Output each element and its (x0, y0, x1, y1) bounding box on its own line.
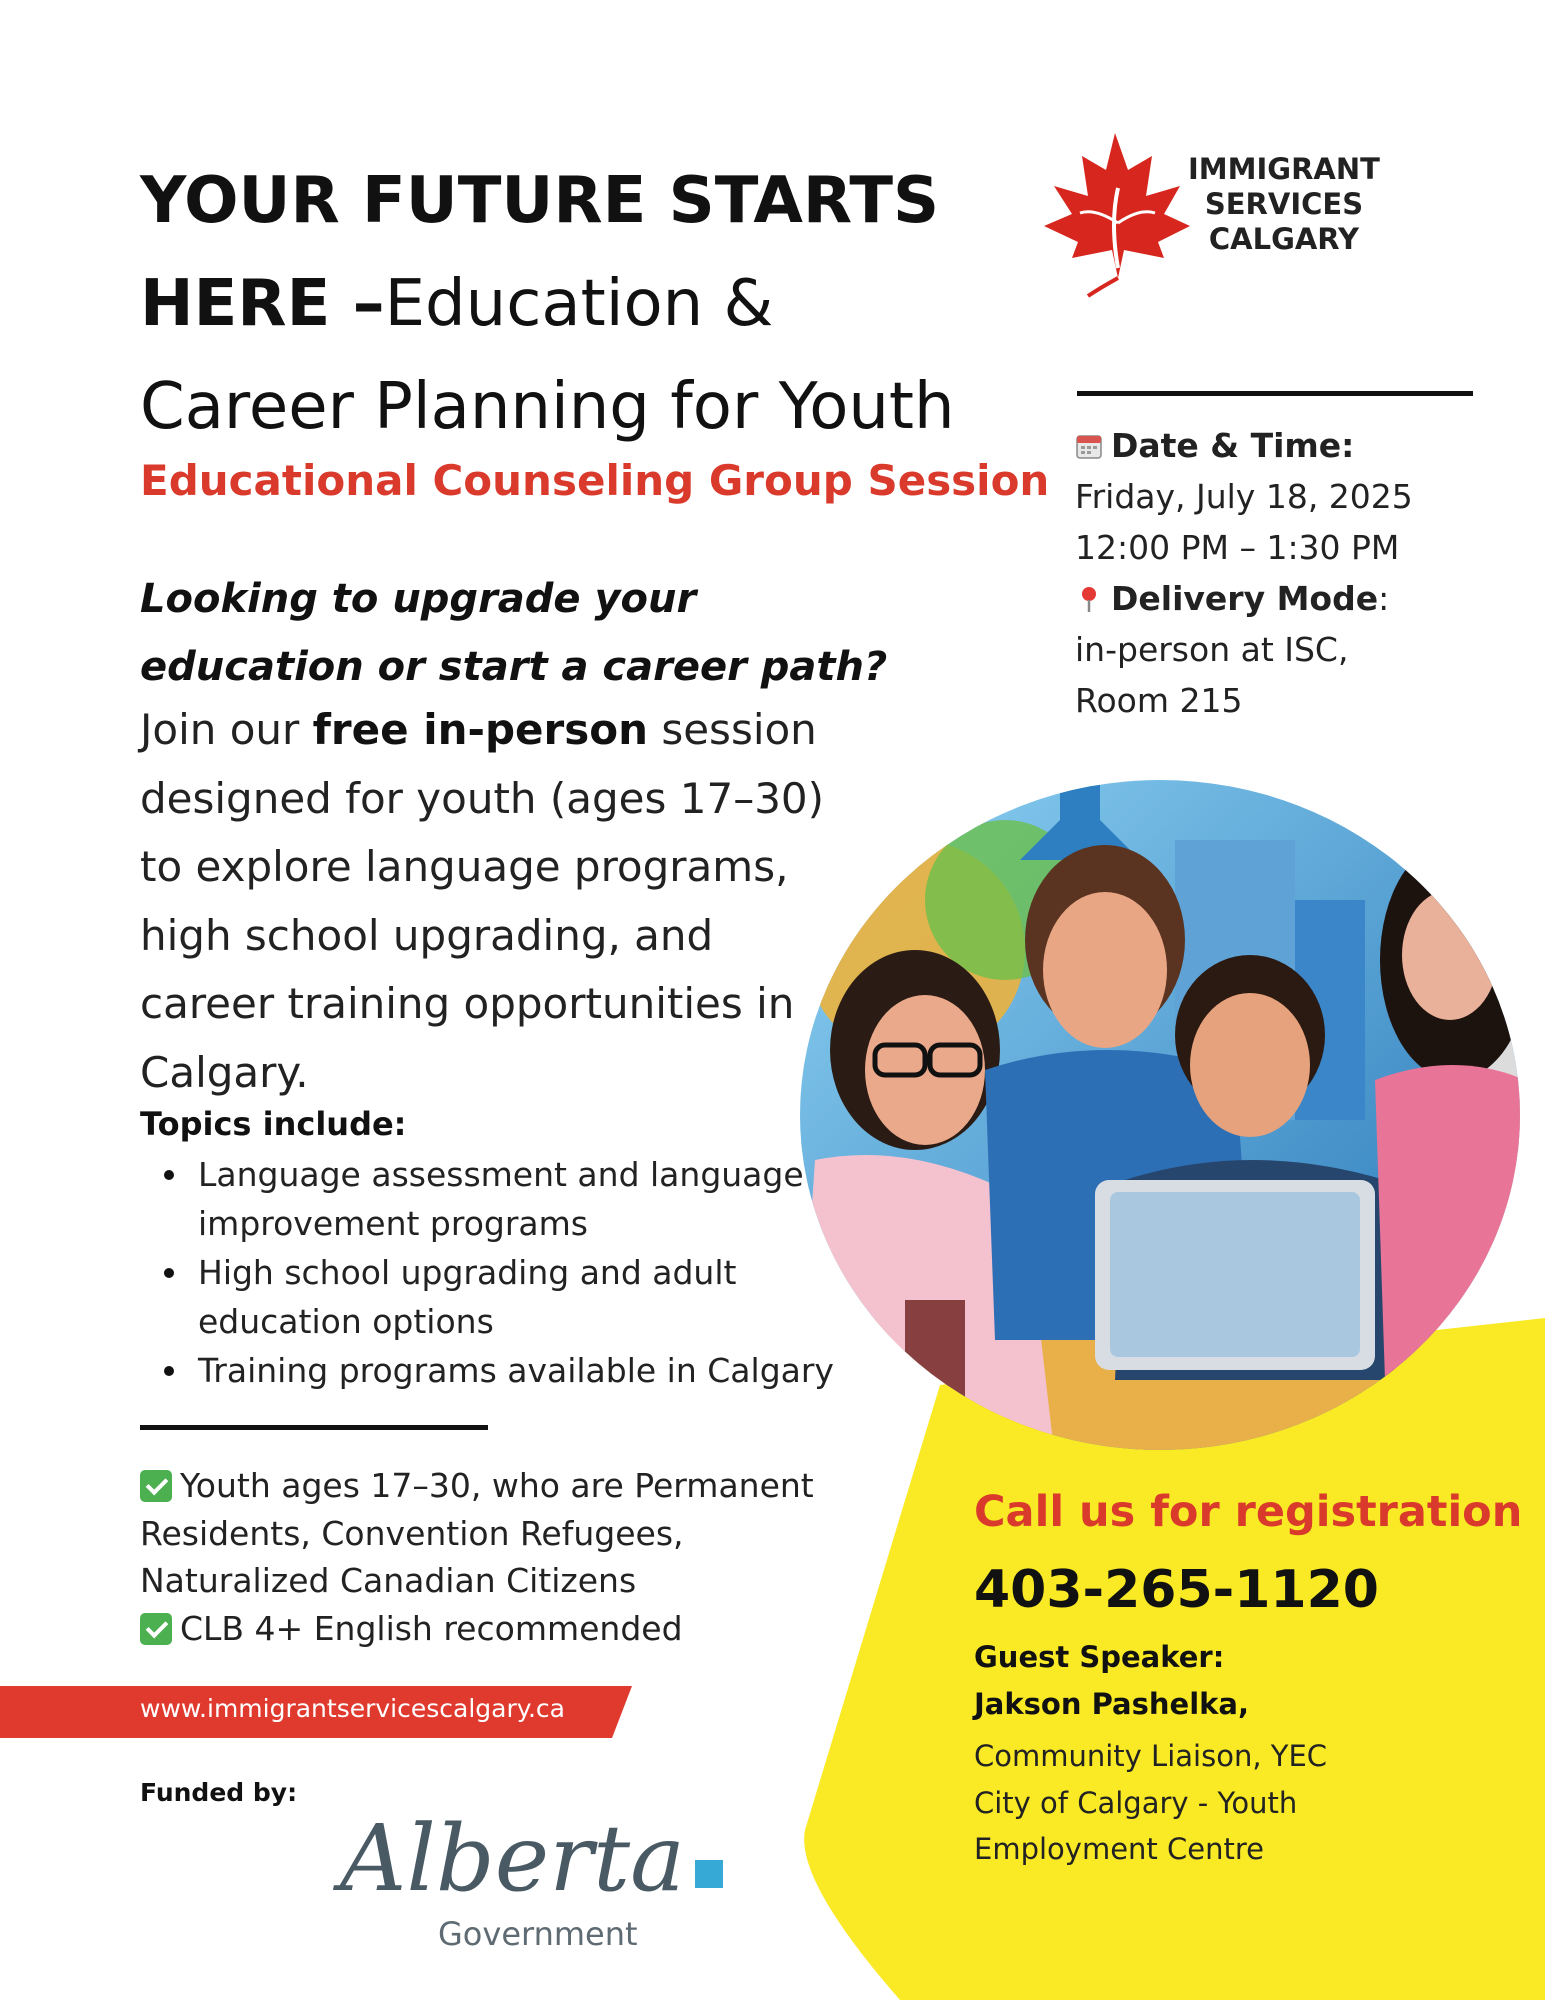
event-date: Friday, July 18, 2025 (1075, 477, 1413, 516)
event-time: 12:00 PM – 1:30 PM (1075, 528, 1400, 567)
funded-by-label: Funded by: (140, 1778, 298, 1807)
date-time-label: Date & Time: (1111, 426, 1355, 465)
logo-wordmark: IMMIGRANT SERVICES CALGARY (1188, 152, 1380, 256)
registration-call-text: Call us for registration (974, 1487, 1523, 1537)
event-details: Date & Time: Friday, July 18, 2025 12:00 PM – 1:30 PM Delivery Mode: in-person at ISC, Room 215 (1075, 420, 1413, 726)
youth-group-illustration (795, 780, 1525, 1460)
check-icon (140, 1613, 172, 1645)
check-icon (140, 1470, 172, 1502)
guest-speaker-name: Jakson Pashelka, (974, 1687, 1250, 1721)
alberta-wordmark: Alberta (340, 1805, 685, 1912)
list-item: Language assessment and language improvement programs (198, 1150, 898, 1248)
divider-top-right (1077, 391, 1473, 396)
maple-leaf-icon (1044, 133, 1190, 296)
calendar-icon (1075, 432, 1103, 460)
topics-list (140, 1150, 898, 1395)
delivery-mode-label: Delivery Mode (1111, 579, 1379, 618)
delivery-mode-line1: in-person at ISC, (1075, 630, 1349, 669)
guest-speaker-heading: Guest Speaker: (974, 1640, 1225, 1674)
divider-mid (140, 1425, 488, 1430)
list-item: High school upgrading and adult education options (198, 1248, 898, 1346)
list-item: Training programs available in Calgary (198, 1346, 898, 1395)
topics-heading: Topics include: (140, 1105, 407, 1143)
eligibility: Youth ages 17–30, who are Permanent Residents, Convention Refugees, Naturalized Canadian Citizens CLB 4+ English recommended (140, 1466, 814, 1648)
intro-paragraph: Join our free in-person session designed for youth (ages 17–30) to explore language programs, high school upgrading, and career training opportunities in Calgary. (140, 705, 825, 1097)
phone-number[interactable]: 403-265-1120 (974, 1560, 1379, 1620)
intro-question: Looking to upgrade your education or start a career path? (140, 576, 888, 690)
delivery-mode-line2: Room 215 (1075, 681, 1243, 720)
page-title: YOUR FUTURE STARTS HERE –Education & Career Planning for Youth (140, 164, 955, 444)
page-subtitle: Educational Counseling Group Session (140, 456, 1050, 505)
pin-icon (1075, 585, 1103, 613)
website-link[interactable]: www.immigrantservicescalgary.ca (140, 1694, 565, 1723)
guest-speaker-role: Community Liaison, YEC City of Calgary - Youth Employment Centre (974, 1739, 1328, 1866)
alberta-government-text: Government (438, 1915, 638, 1953)
